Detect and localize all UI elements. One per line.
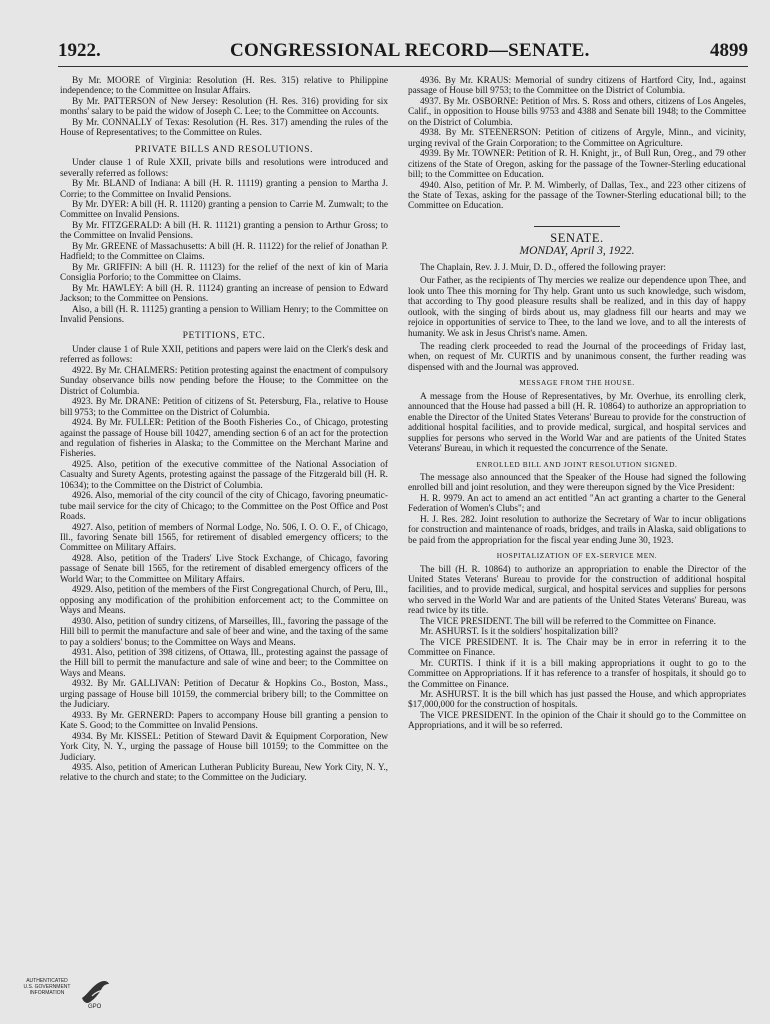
- section-divider: [534, 226, 620, 227]
- paragraph: The Chaplain, Rev. J. J. Muir, D. D., offered the following prayer:: [420, 262, 666, 273]
- paragraph: 4937. By Mr. OSBORNE: Petition of Mrs. S. Ross and others, citizens of Los Angeles, Calif., in opposition to House bills 9753 and 4388 and Senate bill 1948; to the Committee on the District of Columbia.: [408, 96, 746, 128]
- prayer-paragraph: Our Father, as the recipients of Thy mercies we realize our dependence upon Thee, and look unto Thee this morning for Thy help. Grant unto us such knowledge, such wisdom, that according to Thy good pleasure results shall be realized, and in this day of happy outlook, with the singing of birds about us, may gladness fill our hearts and may we rejoice in opportunities of service to Thee, to the land we love, and to all the interests of humanity. We ask in Jesus Christ's name. Amen.: [408, 276, 746, 339]
- right-column: [408, 76, 746, 732]
- eagle-logo-icon: [78, 976, 112, 1006]
- paragraph: 4923. By Mr. DRANE: Petition of citizens of St. Petersburg, Fla., relative to House bill 9753; to the Committee on the District of Columbia.: [60, 397, 388, 418]
- paragraph: By Mr. MOORE of Virginia: Resolution (H. Res. 315) relative to Philippine independence; to the Committee on Insular Affairs.: [60, 76, 388, 97]
- paragraph: By Mr. DYER: A bill (H. R. 11120) granting a pension to Carrie M. Zumwalt; to the Committee on Invalid Pensions.: [60, 199, 388, 221]
- date-heading: MONDAY, April 3, 1922.: [519, 245, 635, 258]
- paragraph: By Mr. GREENE of Massachusetts: A bill (H. R. 11122) for the relief of Jonathan P. Hadfield; to the Committee on Claims.: [60, 241, 388, 263]
- paragraph: 4928. Also, petition of the Traders' Live Stock Exchange, of Chicago, favoring passage of Senate bill 1565, for the retirement of disabled emergency officers of the World War; to the Committee on Military Affairs.: [60, 553, 388, 585]
- paragraph: 4926. Also, memorial of the city council of the city of Chicago, favoring pneumatic-tube mail service for the city of Chicago; to the Committee on the Post Office and Post Roads.: [60, 491, 388, 523]
- paragraph: 4938. By Mr. STEENERSON: Petition of citizens of Argyle, Minn., and vicinity, urging revival of the Grain Corporation; to the Committee on Agriculture.: [408, 128, 746, 149]
- section-heading: HOSPITALIZATION OF EX-SERVICE MEN.: [496, 551, 658, 561]
- paragraph: 4927. Also, petition of members of Normal Lodge, No. 506, I. O. O. F., of Chicago, Ill., favoring Senate bill 1565, for retirement of disabled emergency officers; to the Committee on Military Affairs.: [60, 522, 388, 554]
- paragraph: 4932. By Mr. GALLIVAN: Petition of Decatur & Hopkins Co., Boston, Mass., urging passage of House bill 10159, the commercial bribery bill; to the Committee on the Judiciary.: [60, 679, 388, 711]
- paragraph: Mr. CURTIS. I think if it is a bill making appropriations it ought to go to the Committee on Appropriations. If it has reference to a transfer of hospitals, it should go to the Committee on Finance.: [408, 658, 746, 690]
- paragraph: Under clause 1 of Rule XXII, petitions and papers were laid on the Clerk's desk and referred as follows:: [60, 344, 388, 366]
- paragraph: The message also announced that the Speaker of the House had signed the following enrolled bill and joint resolution, and they were thereupon signed by the Vice President:: [408, 472, 746, 494]
- section-heading: ENROLLED BILL AND JOINT RESOLUTION SIGNED.: [476, 459, 678, 469]
- gpo-seal-line: U.S. GOVERNMENT: [23, 984, 71, 990]
- gpo-seal-text: [18, 978, 76, 996]
- paragraph: The bill (H. R. 10864) to authorize an appropriation to enable the Director of the United States Veterans' Bureau to provide for the construction of additional hospital facilities, and to provide medical, surgical, and hospital services and supplies for persons who served in the World War and are patients of the United States Veterans' Bureau, was read twice by its title.: [408, 564, 746, 617]
- paragraph: 4940. Also, petition of Mr. P. M. Wimberly, of Dallas, Tex., and 223 other citizens of the State of Texas, asking for the passage of the Towner-Sterling educational bill; to the Committee on Education.: [408, 180, 746, 212]
- gpo-label: GPO: [88, 1004, 102, 1010]
- senate-heading: SENATE.: [550, 230, 604, 245]
- left-column: [60, 76, 388, 784]
- paragraph: Under clause 1 of Rule XXII, private bills and resolutions were introduced and severally referred as follows:: [60, 158, 388, 179]
- paragraph: 4939. By Mr. TOWNER: Petition of R. H. Knight, jr., of Bull Run, Oreg., and 79 other citizens of the State of Oregon, asking for the passage of the Towner-Sterling educational bill; to the Committee on Education.: [408, 149, 746, 181]
- paragraph: By Mr. BLAND of Indiana: A bill (H. R. 11119) granting a pension to Martha J. Corrie; to the Committee on Invalid Pensions.: [60, 179, 388, 200]
- paragraph: 4934. By Mr. KISSEL: Petition of Steward Davit & Equipment Corporation, New York City, N. Y., urging the passage of House bill 10159; to the Committee on the Judiciary.: [60, 731, 388, 763]
- header-title: CONGRESSIONAL RECORD—SENATE.: [230, 40, 590, 61]
- paragraph: The reading clerk proceeded to read the Journal of the proceedings of Friday last, when, on request of Mr. CURTIS and by unanimous consent, the further reading was dispensed with and the Journal was approved.: [408, 341, 746, 373]
- paragraph: By Mr. HAWLEY: A bill (H. R. 11124) granting an increase of pension to Edward Jackson; to the Committee on Pensions.: [60, 283, 388, 305]
- paragraph: The VICE PRESIDENT. In the opinion of the Chair it should go to the Committee on Appropriations, and it will be so referred.: [408, 710, 746, 732]
- paragraph: H. R. 9979. An act to amend an act entitled "An act granting a charter to the General Federation of Women's Clubs"; and: [408, 493, 746, 515]
- paragraph: Mr. ASHURST. It is the bill which has just passed the House, and which appropriates $17,000,000 for the construction of hospitals.: [408, 690, 746, 711]
- header-page-number: 4899: [710, 40, 748, 61]
- paragraph: By Mr. FITZGERALD: A bill (H. R. 11121) granting a pension to Arthur Gross; to the Committee on Invalid Pensions.: [60, 220, 388, 242]
- header-year: 1922.: [58, 40, 101, 61]
- paragraph: By Mr. CONNALLY of Texas: Resolution (H. Res. 317) amending the rules of the House of Representatives; to the Committee on Rules.: [60, 117, 388, 139]
- paragraph: 4924. By Mr. FULLER: Petition of the Booth Fisheries Co., of Chicago, protesting against the passage of House bill 10427, amending section 6 of an act for the protection and regulation of fisheries in Alaska; to the Committee on the Merchant Marine and Fisheries.: [60, 418, 388, 460]
- paragraph: By Mr. PATTERSON of New Jersey: Resolution (H. Res. 316) providing for six months' salary to be paid the widow of Joseph C. Lee; to the Committee on Accounts.: [60, 96, 388, 118]
- paragraph: 4931. Also, petition of 398 citizens, of Ottawa, Ill., protesting against the passage of the Hill bill to permit the manufacture and sale of wine and beer; to the Committee on Ways and Means.: [60, 648, 388, 679]
- gpo-seal-line: AUTHENTICATED: [26, 978, 68, 984]
- section-heading: MESSAGE FROM THE HOUSE.: [519, 378, 635, 388]
- paragraph: By Mr. GRIFFIN: A bill (H. R. 11123) for the relief of the next of kin of Maria Consiglia Porforio; to the Committee on Claims.: [60, 262, 388, 284]
- paragraph: Mr. ASHURST. Is it the soldiers' hospitalization bill?: [420, 627, 619, 638]
- paragraph: A message from the House of Representatives, by Mr. Overhue, its enrolling clerk, announced that the House had passed a bill (H. R. 10864) to authorize an appropriation to enable the Director of the United States Veterans' Bureau to provide for the construction of additional hospital facilities, and to provide medical, surgical, and hospital services and supplies for persons who served in the World War and are patients of the United States Veterans' Bureau, in which it requested the concurrence of the Senate.: [408, 391, 746, 455]
- paragraph: H. J. Res. 282. Joint resolution to authorize the Secretary of War to incur obligations for construction and maintenance of roads, bridges, and trails in Alaska, said obligations to be paid from the appropriation for the fiscal year ending June 30, 1923.: [408, 514, 746, 546]
- paragraph: 4925. Also, petition of the executive committee of the National Association of Casualty and Surety Agents, protesting against the passage of the Fitzgerald bill (H. R. 10634); to the Committee on the District of Columbia.: [60, 459, 388, 491]
- paragraph: 4929. Also, petition of the members of the First Congregational Church, of Peru, Ill., opposing any modification of the prohibition enforcement act; to the Committee on Ways and Means.: [60, 585, 388, 617]
- section-heading: PRIVATE BILLS AND RESOLUTIONS.: [134, 143, 314, 155]
- paragraph: Also, a bill (H. R. 11125) granting a pension to William Henry; to the Committee on Invalid Pensions.: [60, 304, 388, 325]
- paragraph: 4933. By Mr. GERNERD: Papers to accompany House bill granting a pension to Kate S. Good; to the Committee on Invalid Pensions.: [60, 710, 388, 732]
- gpo-seal-line: INFORMATION: [29, 990, 65, 996]
- paragraph: 4935. Also, petition of American Lutheran Publicity Bureau, New York City, N. Y., relative to the church and state; to the Committee on the Judiciary.: [60, 763, 388, 784]
- paragraph: The VICE PRESIDENT. The bill will be referred to the Committee on Finance.: [420, 616, 716, 627]
- paragraph: The VICE PRESIDENT. It is. The Chair may be in error in referring it to the Committee on Finance.: [408, 637, 746, 659]
- paragraph: 4922. By Mr. CHALMERS: Petition protesting against the enactment of compulsory Sunday observance bills now pending before the House; to the Committee on the District of Columbia.: [60, 365, 388, 397]
- gpo-authentication-seal: [18, 976, 118, 1012]
- header-rule: [58, 66, 748, 67]
- paragraph: 4930. Also, petition of sundry citizens, of Marseilles, Ill., favoring the passage of the Hill bill to permit the manufacture and sale of beer and wine, and the taxing of the same to pay a soldiers' bonus; to the Committee on Ways and Means.: [60, 616, 388, 648]
- paragraph: 4936. By Mr. KRAUS: Memorial of sundry citizens of Hartford City, Ind., against passage of House bill 9753; to the Committee on the District of Columbia.: [408, 76, 746, 97]
- page-header: [58, 40, 748, 68]
- section-heading: PETITIONS, ETC.: [182, 330, 266, 342]
